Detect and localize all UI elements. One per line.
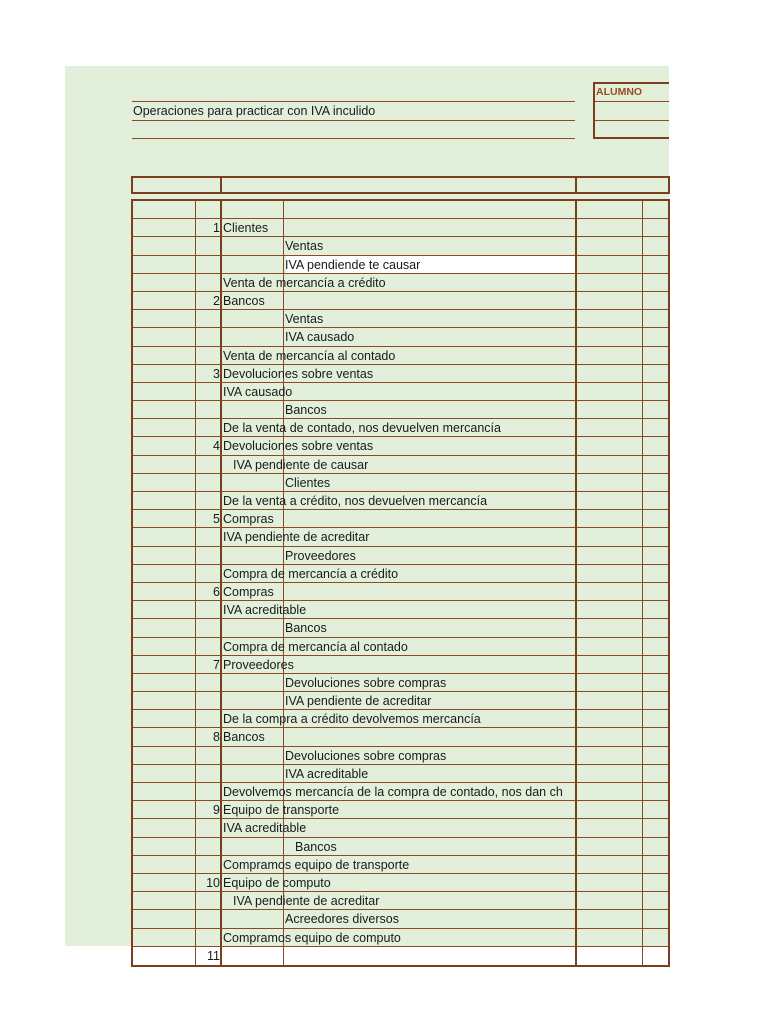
column-line xyxy=(642,256,643,273)
table-row xyxy=(133,838,668,856)
column-line xyxy=(575,547,577,564)
account-text: Clientes xyxy=(223,221,269,236)
account-text: IVA acreditable xyxy=(223,821,307,836)
account-text: IVA causado xyxy=(285,330,355,345)
table-row xyxy=(133,201,668,219)
table-row xyxy=(133,929,668,947)
account-text: IVA pendiende te causar xyxy=(285,257,421,272)
column-line xyxy=(220,492,222,509)
column-line xyxy=(195,419,196,436)
column-line xyxy=(195,656,196,673)
column-line xyxy=(642,528,643,545)
operation-number: 1 xyxy=(213,221,220,236)
column-line xyxy=(220,656,222,673)
account-text: IVA pendiente de acreditar xyxy=(223,530,370,545)
operation-number: 5 xyxy=(213,512,220,527)
column-line xyxy=(575,783,577,800)
column-line xyxy=(195,547,196,564)
column-line xyxy=(220,638,222,655)
column-line xyxy=(220,219,222,236)
column-line xyxy=(220,347,222,364)
column-line xyxy=(195,437,196,454)
column-line xyxy=(642,783,643,800)
column-line xyxy=(642,947,643,965)
account-text: Clientes xyxy=(285,475,331,490)
column-header-band xyxy=(131,176,670,194)
column-line xyxy=(642,710,643,727)
column-line xyxy=(642,565,643,582)
operation-number: 11 xyxy=(207,948,220,963)
column-line xyxy=(220,383,222,400)
column-line xyxy=(220,201,222,218)
column-line xyxy=(575,674,577,691)
column-line xyxy=(642,347,643,364)
table-row xyxy=(133,728,668,746)
journal-table xyxy=(131,199,670,967)
column-line xyxy=(283,619,284,636)
column-line xyxy=(575,347,577,364)
column-line xyxy=(642,619,643,636)
column-line xyxy=(283,219,284,236)
column-line xyxy=(220,601,222,618)
column-line xyxy=(195,674,196,691)
column-line xyxy=(220,910,222,927)
column-line xyxy=(642,456,643,473)
column-line xyxy=(220,419,222,436)
column-line xyxy=(220,947,222,965)
column-line xyxy=(195,874,196,891)
column-line xyxy=(575,310,577,327)
column-line xyxy=(642,801,643,818)
account-text: De la venta a crédito, nos devuelven mercancía xyxy=(223,494,488,508)
column-line xyxy=(642,728,643,745)
column-line xyxy=(220,510,222,527)
column-line xyxy=(220,674,222,691)
column-line xyxy=(642,601,643,618)
column-line xyxy=(195,237,196,254)
column-line xyxy=(283,256,284,273)
column-line xyxy=(220,456,222,473)
table-row xyxy=(133,710,668,728)
column-line xyxy=(220,747,222,764)
column-line xyxy=(195,310,196,327)
table-row xyxy=(133,747,668,765)
column-line xyxy=(575,365,577,382)
title-top-rule xyxy=(132,101,575,102)
column-line xyxy=(575,838,577,855)
column-line xyxy=(220,328,222,345)
column-line xyxy=(642,583,643,600)
table-row xyxy=(133,765,668,783)
column-line xyxy=(195,783,196,800)
column-line xyxy=(642,874,643,891)
column-line xyxy=(575,801,577,818)
column-line xyxy=(575,219,577,236)
column-line xyxy=(642,856,643,873)
column-line xyxy=(195,256,196,273)
column-line xyxy=(195,456,196,473)
column-line xyxy=(283,401,284,418)
column-line xyxy=(195,492,196,509)
title-bottom-rule xyxy=(132,138,575,139)
table-row xyxy=(133,274,668,292)
column-line xyxy=(575,419,577,436)
column-line xyxy=(283,310,284,327)
column-line xyxy=(642,765,643,782)
column-line xyxy=(575,528,577,545)
header-divider-2 xyxy=(575,178,577,192)
table-row xyxy=(133,856,668,874)
column-line xyxy=(575,256,577,273)
column-line xyxy=(642,419,643,436)
column-line xyxy=(195,747,196,764)
operation-number: 3 xyxy=(213,366,220,381)
account-text: Devoluciones sobre ventas xyxy=(223,366,374,381)
alumno-label: ALUMNO xyxy=(596,86,643,98)
table-row xyxy=(133,492,668,510)
column-line xyxy=(195,619,196,636)
column-line xyxy=(195,728,196,745)
account-text: IVA acreditable xyxy=(285,766,369,781)
column-line xyxy=(195,201,196,218)
column-line xyxy=(642,474,643,491)
column-line xyxy=(220,474,222,491)
operation-number: 2 xyxy=(213,293,220,308)
column-line xyxy=(220,692,222,709)
column-line xyxy=(575,856,577,873)
table-row xyxy=(133,474,668,492)
account-text: Compras xyxy=(223,584,274,599)
table-row xyxy=(133,328,668,346)
account-text: Compramos equipo de transporte xyxy=(223,857,410,872)
column-line xyxy=(220,765,222,782)
table-row xyxy=(133,237,668,255)
account-text: IVA pendiente de causar xyxy=(233,457,369,472)
column-line xyxy=(220,710,222,727)
column-line xyxy=(195,765,196,782)
page-title: Operaciones para practicar con IVA inculido xyxy=(133,104,376,118)
column-line xyxy=(575,401,577,418)
table-row xyxy=(133,347,668,365)
column-line xyxy=(220,310,222,327)
alumno-rule-1 xyxy=(595,101,669,102)
column-line xyxy=(642,656,643,673)
column-line xyxy=(283,583,284,600)
column-line xyxy=(220,583,222,600)
column-line xyxy=(642,328,643,345)
table-row xyxy=(133,819,668,837)
column-line xyxy=(220,801,222,818)
column-line xyxy=(575,328,577,345)
column-line xyxy=(575,692,577,709)
column-line xyxy=(575,747,577,764)
column-line xyxy=(195,474,196,491)
column-line xyxy=(642,547,643,564)
column-line xyxy=(195,510,196,527)
table-row xyxy=(133,547,668,565)
column-line xyxy=(575,910,577,927)
account-text: Bancos xyxy=(285,621,327,636)
column-line xyxy=(220,237,222,254)
column-line xyxy=(220,819,222,836)
column-line xyxy=(195,601,196,618)
column-line xyxy=(220,783,222,800)
operation-number: 6 xyxy=(213,584,220,599)
account-text: Bancos xyxy=(223,730,265,745)
column-line xyxy=(575,292,577,309)
table-row xyxy=(133,510,668,528)
column-line xyxy=(220,892,222,909)
column-line xyxy=(575,201,577,218)
column-line xyxy=(575,237,577,254)
column-line xyxy=(575,274,577,291)
account-text: Devoluciones sobre compras xyxy=(285,675,447,690)
operation-number: 4 xyxy=(213,439,220,454)
table-row xyxy=(133,656,668,674)
column-line xyxy=(575,765,577,782)
account-text: Venta de mercancía a crédito xyxy=(223,275,386,290)
column-line xyxy=(642,638,643,655)
column-line xyxy=(220,256,222,273)
column-line xyxy=(642,747,643,764)
column-line xyxy=(220,365,222,382)
account-text: Equipo de transporte xyxy=(223,803,340,818)
column-line xyxy=(575,456,577,473)
column-line xyxy=(195,892,196,909)
column-line xyxy=(642,510,643,527)
column-line xyxy=(220,292,222,309)
column-line xyxy=(642,692,643,709)
column-line xyxy=(220,401,222,418)
column-line xyxy=(642,201,643,218)
column-line xyxy=(195,583,196,600)
column-line xyxy=(575,874,577,891)
column-line xyxy=(195,565,196,582)
column-line xyxy=(642,401,643,418)
table-row xyxy=(133,401,668,419)
table-row xyxy=(133,692,668,710)
account-text: IVA pendiente de acreditar xyxy=(233,894,380,909)
column-line xyxy=(642,492,643,509)
account-text: IVA pendiente de acreditar xyxy=(285,694,432,709)
column-line xyxy=(283,474,284,491)
column-line xyxy=(195,856,196,873)
column-line xyxy=(283,510,284,527)
operation-number: 8 xyxy=(213,730,220,745)
column-line xyxy=(220,838,222,855)
column-line xyxy=(575,474,577,491)
table-row xyxy=(133,383,668,401)
column-line xyxy=(220,437,222,454)
account-text: Acreedores diversos xyxy=(285,912,399,927)
column-line xyxy=(642,219,643,236)
column-line xyxy=(195,801,196,818)
column-line xyxy=(575,728,577,745)
account-text: Bancos xyxy=(295,839,337,854)
column-line xyxy=(220,565,222,582)
column-line xyxy=(575,383,577,400)
column-line xyxy=(220,929,222,946)
account-text: Proveedores xyxy=(223,657,294,672)
column-line xyxy=(220,728,222,745)
column-line xyxy=(575,638,577,655)
column-line xyxy=(283,910,284,927)
column-line xyxy=(575,929,577,946)
column-line xyxy=(283,547,284,564)
account-text: Devoluciones sobre compras xyxy=(285,748,447,763)
column-line xyxy=(220,856,222,873)
table-row xyxy=(133,456,668,474)
column-line xyxy=(195,910,196,927)
account-text: De la compra a crédito devolvemos mercancía xyxy=(223,712,481,727)
table-row xyxy=(133,892,668,910)
column-line xyxy=(642,910,643,927)
column-line xyxy=(195,347,196,364)
column-line xyxy=(283,237,284,254)
table-row xyxy=(133,419,668,437)
column-line xyxy=(575,892,577,909)
column-line xyxy=(642,237,643,254)
column-line xyxy=(283,328,284,345)
account-text: Compras xyxy=(223,512,274,527)
column-line xyxy=(195,401,196,418)
column-line xyxy=(283,838,284,855)
table-row xyxy=(133,783,668,801)
operation-number: 9 xyxy=(213,803,220,818)
column-line xyxy=(195,219,196,236)
column-line xyxy=(195,638,196,655)
alumno-rule-2 xyxy=(595,120,669,121)
table-row xyxy=(133,619,668,637)
account-text: IVA acreditable xyxy=(223,603,307,618)
column-line xyxy=(575,437,577,454)
account-text: Compra de mercancía al contado xyxy=(223,639,408,654)
column-line xyxy=(575,565,577,582)
column-line xyxy=(283,201,284,218)
column-line xyxy=(195,838,196,855)
column-line xyxy=(283,747,284,764)
title-mid-rule xyxy=(132,120,575,121)
table-row xyxy=(133,874,668,892)
column-line xyxy=(195,328,196,345)
column-line xyxy=(642,292,643,309)
column-line xyxy=(575,710,577,727)
column-line xyxy=(642,437,643,454)
table-row xyxy=(133,583,668,601)
column-line xyxy=(220,874,222,891)
table-row xyxy=(133,601,668,619)
account-text: Venta de mercancía al contado xyxy=(223,348,396,363)
column-line xyxy=(283,674,284,691)
column-line xyxy=(575,601,577,618)
operation-number: 7 xyxy=(213,657,220,672)
table-row xyxy=(133,947,668,965)
account-text: Compra de mercancía a crédito xyxy=(223,566,399,581)
account-text: Compramos equipo de computo xyxy=(223,930,401,945)
header-divider-1 xyxy=(220,178,222,192)
column-line xyxy=(195,528,196,545)
column-line xyxy=(195,292,196,309)
operation-number: 10 xyxy=(206,875,220,890)
table-row xyxy=(133,528,668,546)
column-line xyxy=(220,528,222,545)
account-text: Proveedores xyxy=(285,548,356,563)
table-row xyxy=(133,674,668,692)
column-line xyxy=(195,710,196,727)
column-line xyxy=(575,619,577,636)
table-row xyxy=(133,310,668,328)
account-text: IVA causado xyxy=(223,384,293,399)
column-line xyxy=(195,929,196,946)
column-line xyxy=(642,929,643,946)
column-line xyxy=(642,310,643,327)
column-line xyxy=(642,819,643,836)
table-row xyxy=(133,365,668,383)
column-line xyxy=(575,819,577,836)
column-line xyxy=(283,765,284,782)
account-text: Devoluciones sobre ventas xyxy=(223,439,374,454)
column-line xyxy=(642,838,643,855)
column-line xyxy=(283,947,284,965)
account-text: Ventas xyxy=(285,312,324,327)
column-line xyxy=(642,365,643,382)
column-line xyxy=(195,383,196,400)
table-row xyxy=(133,219,668,237)
account-text: Bancos xyxy=(285,403,327,418)
account-text: De la venta de contado, nos devuelven mercancía xyxy=(223,421,501,436)
column-line xyxy=(195,274,196,291)
table-row xyxy=(133,801,668,819)
table-row xyxy=(133,256,668,274)
table-row xyxy=(133,638,668,656)
column-line xyxy=(642,892,643,909)
table-row xyxy=(133,910,668,928)
column-line xyxy=(195,692,196,709)
column-line xyxy=(642,383,643,400)
column-line xyxy=(195,819,196,836)
column-line xyxy=(642,274,643,291)
column-line xyxy=(283,728,284,745)
column-line xyxy=(642,674,643,691)
table-row xyxy=(133,565,668,583)
column-line xyxy=(575,947,577,965)
column-line xyxy=(195,365,196,382)
column-line xyxy=(283,692,284,709)
account-text: Devolvemos mercancía de la compra de contado, nos dan ch xyxy=(223,785,563,799)
column-line xyxy=(220,547,222,564)
column-line xyxy=(575,583,577,600)
table-row xyxy=(133,437,668,455)
column-line xyxy=(575,510,577,527)
column-line xyxy=(283,292,284,309)
column-line xyxy=(220,619,222,636)
column-line xyxy=(195,947,196,965)
account-text: Equipo de computo xyxy=(223,875,331,890)
column-line xyxy=(575,656,577,673)
column-line xyxy=(575,492,577,509)
account-text: Ventas xyxy=(285,239,324,254)
table-row xyxy=(133,292,668,310)
account-text: Bancos xyxy=(223,293,265,308)
column-line xyxy=(220,274,222,291)
